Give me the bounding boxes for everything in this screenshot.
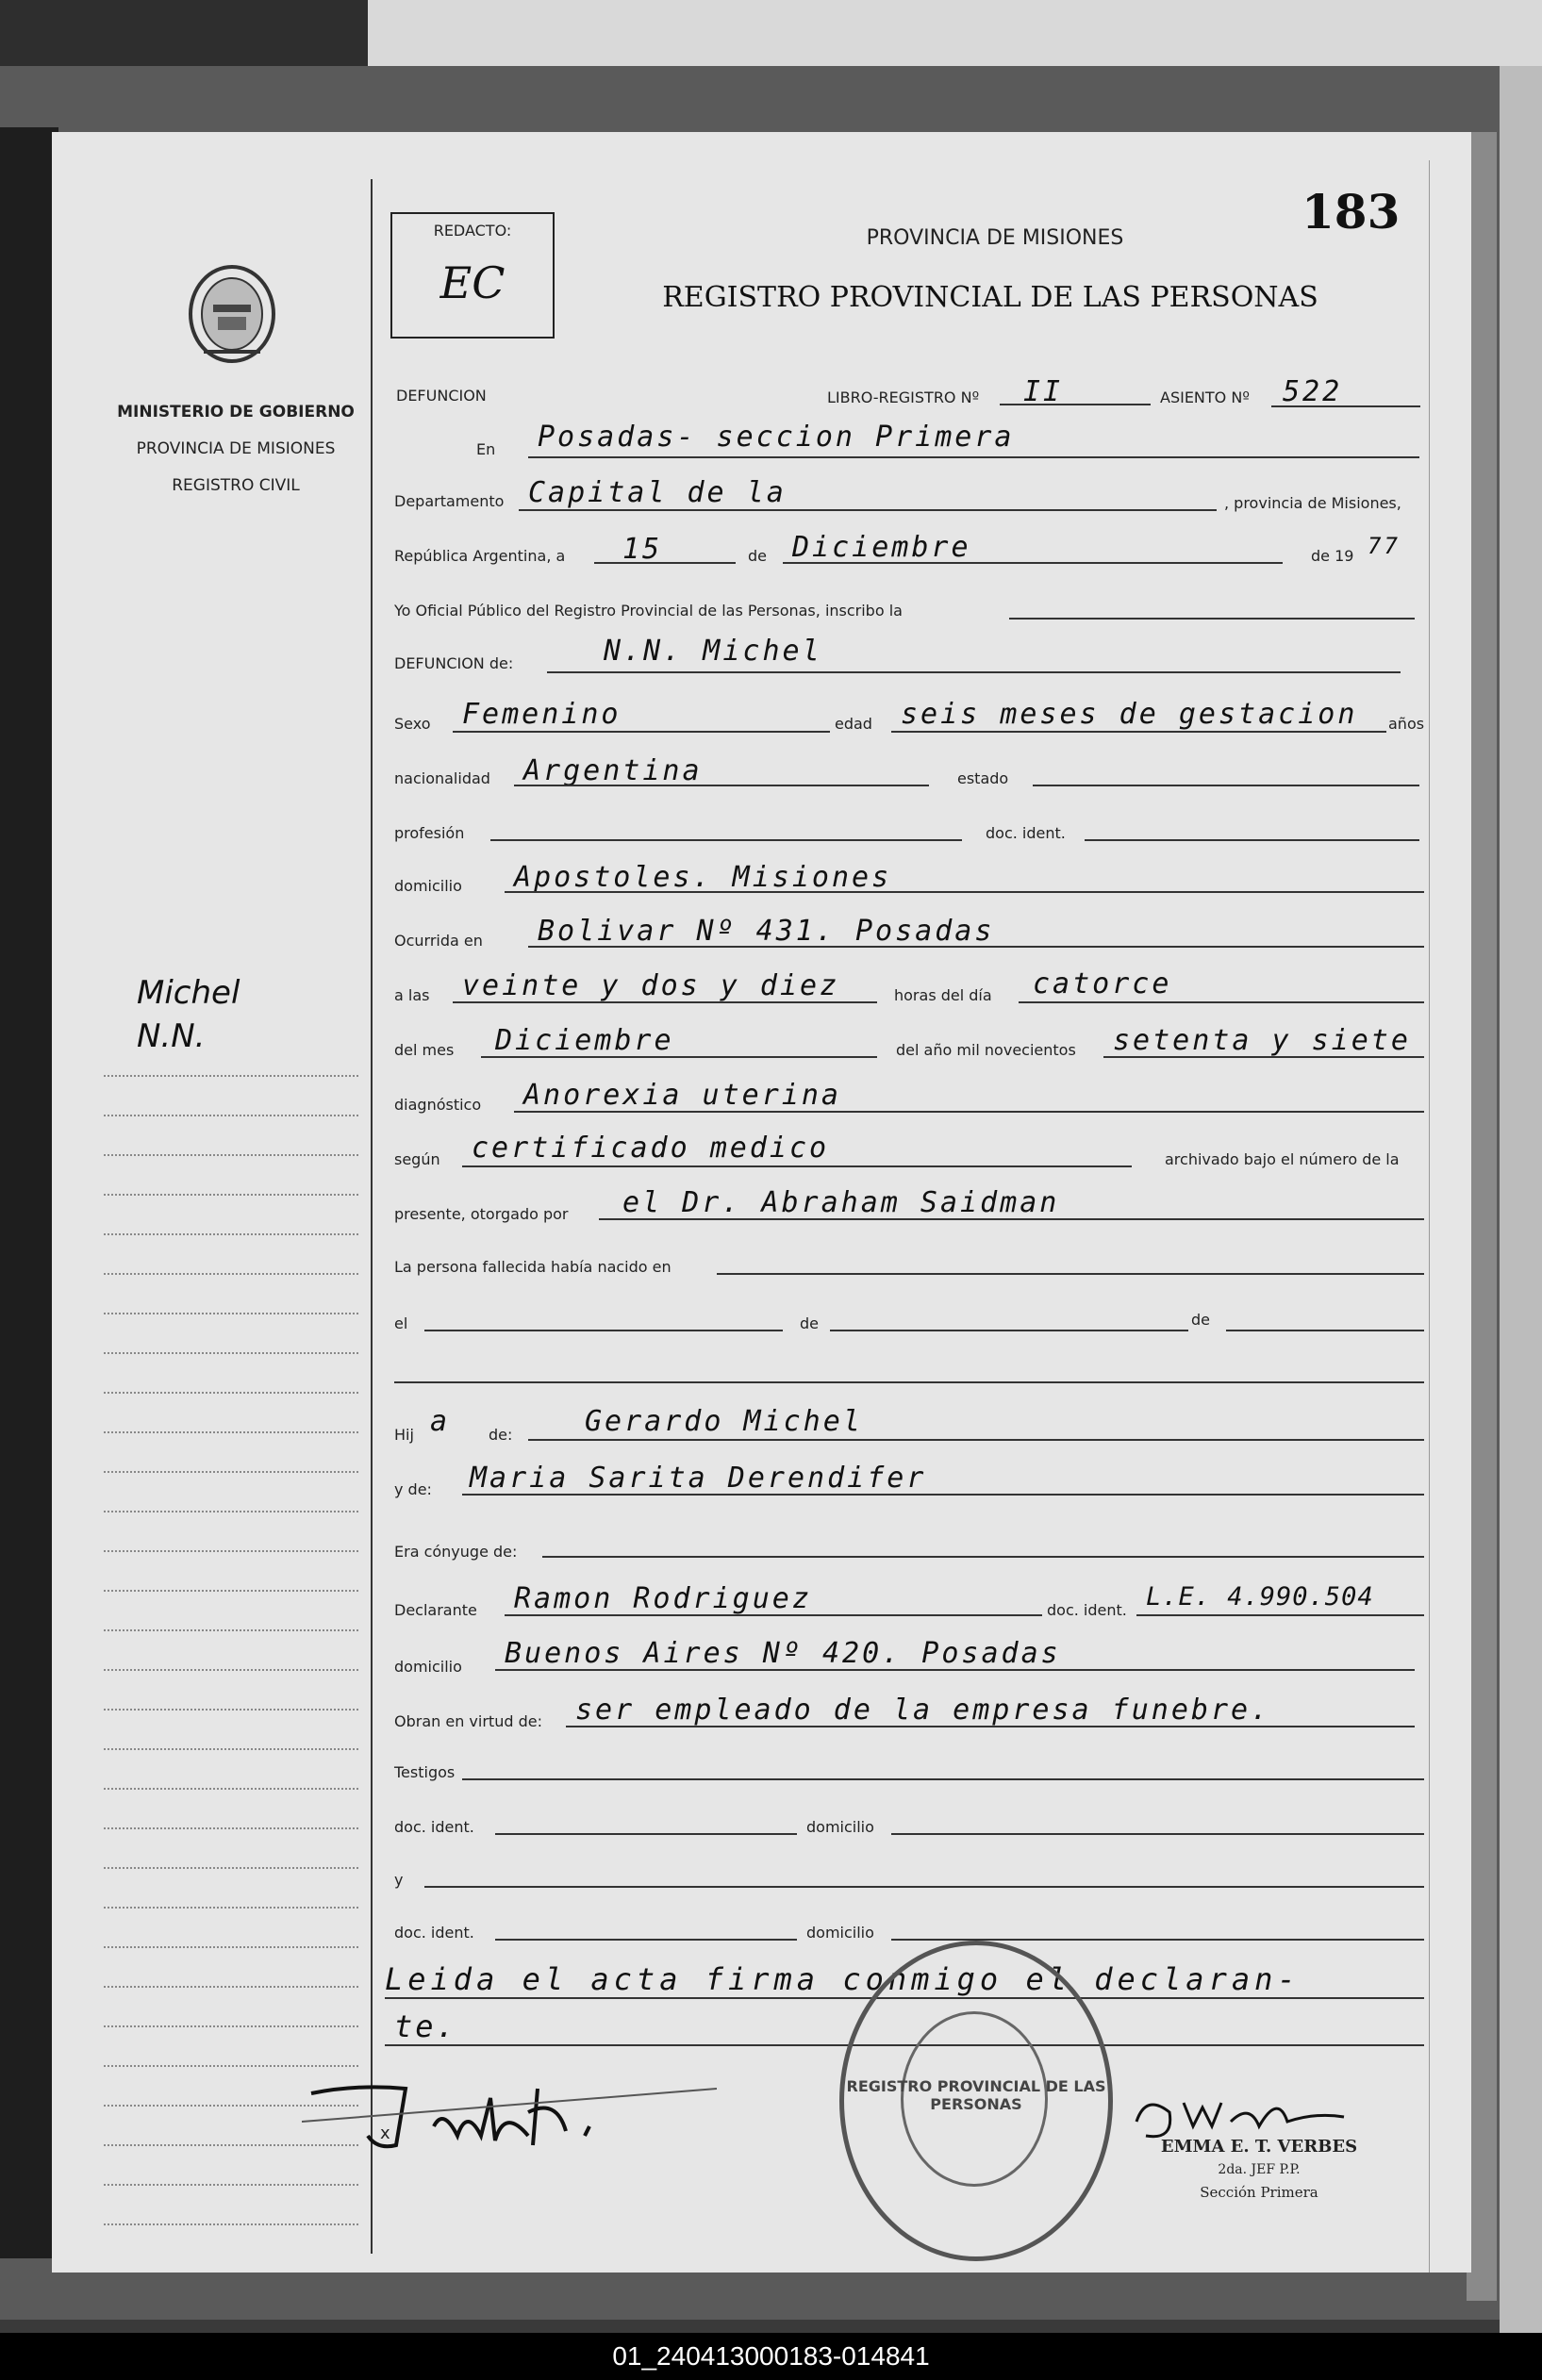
oficial-line <box>1009 618 1415 620</box>
conyuge-label: Era cónyuge de: <box>394 1543 518 1561</box>
nacido-el-label: el <box>394 1314 408 1332</box>
month-value: Diciembre <box>792 531 971 564</box>
nacionalidad-label: nacionalidad <box>394 769 490 787</box>
testigo1-dom-label: domicilio <box>806 1818 874 1836</box>
presente-label: presente, otorgado por <box>394 1205 569 1223</box>
year-value: 77 <box>1368 533 1401 559</box>
en-line <box>528 456 1419 458</box>
date-de-label: de <box>748 547 767 565</box>
registry-title: REGISTRO PROVINCIAL DE LAS PERSONAS <box>662 281 1318 314</box>
archivado-label: archivado bajo el número de la <box>1165 1150 1400 1168</box>
hij-suffix: a <box>430 1405 451 1438</box>
blank-line <box>394 1381 1424 1383</box>
testigo1-dom-line <box>891 1833 1424 1835</box>
departamento-value: Capital de la <box>528 476 787 509</box>
doc-ident-label: doc. ident. <box>986 824 1066 842</box>
nacido-el-line <box>424 1330 783 1331</box>
declarante-line <box>505 1614 1042 1616</box>
testigo2-line <box>424 1886 1424 1888</box>
provincia-suffix: , provincia de Misiones, <box>1224 494 1401 512</box>
background-top-dark <box>0 0 368 75</box>
diagnostico-line <box>514 1111 1424 1113</box>
asiento-value: 522 <box>1283 375 1343 408</box>
official-name: EMMA E. T. VERBES <box>1160 2137 1358 2157</box>
nacido-de-line <box>830 1330 1188 1331</box>
delmes-line <box>481 1056 877 1058</box>
testigo2-dom-label: domicilio <box>806 1924 874 1942</box>
libro-label: LIBRO-REGISTRO Nº <box>827 388 980 406</box>
horas-line <box>1019 1001 1424 1003</box>
closing-line-2: te. <box>394 2008 457 2044</box>
defuncion-de-label: DEFUNCION de: <box>394 654 514 672</box>
estado-label: estado <box>957 769 1009 787</box>
diagnostico-value: Anorexia uterina <box>523 1079 841 1112</box>
coat-of-arms-icon <box>185 262 279 366</box>
asiento-line <box>1271 405 1420 407</box>
defuncion-de-value: N.N. Michel <box>604 635 822 668</box>
y-de-label: y de: <box>394 1480 432 1498</box>
republica-label: República Argentina, a <box>394 547 566 565</box>
seal-text: REGISTRO PROVINCIAL DE LAS PERSONAS <box>846 2077 1106 2113</box>
testigo2-y-label: y <box>394 1871 404 1889</box>
ministry-name: MINISTERIO DE GOBIERNO <box>117 403 355 421</box>
day-value: 15 <box>622 533 663 566</box>
redacto-label: REDACTO: <box>433 222 512 240</box>
testigo2-doc-line <box>495 1939 797 1941</box>
nacido-de2-line <box>1226 1330 1424 1331</box>
domicilio-value: Apostoles. Misiones <box>514 861 892 894</box>
domicilio2-line <box>495 1669 1415 1671</box>
presente-line <box>599 1218 1424 1220</box>
official-role: 2da. JEF P.P. <box>1218 2162 1301 2177</box>
sexo-line <box>453 731 830 733</box>
delmes-value: Diciembre <box>495 1024 674 1057</box>
edad-label: edad <box>835 715 872 733</box>
domicilio2-value: Buenos Aires Nº 420. Posadas <box>505 1637 1061 1670</box>
ministry-civil-registry: REGISTRO CIVIL <box>172 476 300 495</box>
right-margin-line <box>1429 160 1430 2273</box>
alas-label: a las <box>394 986 430 1004</box>
declarante-value: Ramon Rodriguez <box>514 1582 812 1615</box>
libro-line <box>1000 404 1151 405</box>
testigo2-doc-label: doc. ident. <box>394 1924 474 1942</box>
testigo1-doc-label: doc. ident. <box>394 1818 474 1836</box>
month-line <box>783 562 1283 564</box>
margin-note-name: N.N. <box>137 1017 206 1055</box>
day-line <box>594 562 736 564</box>
domicilio-label: domicilio <box>394 877 462 895</box>
margin-note-surname: Michel <box>137 974 240 1012</box>
asiento-label: ASIENTO Nº <box>1160 388 1250 406</box>
doc-ident-line <box>1085 839 1419 841</box>
oficial-text: Yo Oficial Público del Registro Provincial de las Personas, inscribo la <box>394 602 903 620</box>
estado-line <box>1033 785 1419 786</box>
edad-value: seis meses de gestacion <box>901 698 1358 731</box>
declarante-doc-value: L.E. 4.990.504 <box>1146 1582 1374 1611</box>
segun-value: certificado medico <box>472 1132 830 1165</box>
ministry-block <box>94 394 377 504</box>
obran-value: ser empleado de la empresa funebre. <box>575 1694 1271 1727</box>
anio-label: del año mil novecientos <box>896 1041 1076 1059</box>
background-right <box>1500 66 1542 2339</box>
presente-value: el Dr. Abraham Saidman <box>622 1186 1060 1219</box>
horas-label: horas del día <box>894 986 992 1004</box>
official-section: Sección Primera <box>1200 2184 1318 2201</box>
testigos-line <box>462 1778 1424 1780</box>
book-spine <box>0 127 58 2258</box>
ocurrida-label: Ocurrida en <box>394 932 483 950</box>
en-value: Posadas- seccion Primera <box>538 421 1015 454</box>
anio-line <box>1103 1056 1424 1058</box>
domicilio-line <box>505 891 1424 893</box>
nacionalidad-value: Argentina <box>523 754 703 787</box>
alas-value: veinte y dos y diez <box>462 969 840 1002</box>
delmes-label: del mes <box>394 1041 455 1059</box>
departamento-line <box>519 509 1217 511</box>
margin-dotted-lines <box>104 1037 358 2225</box>
year-prefix: de 19 <box>1311 547 1354 565</box>
profesion-line <box>490 839 962 841</box>
ministry-province: PROVINCIA DE MISIONES <box>136 439 336 458</box>
province-title: PROVINCIA DE MISIONES <box>866 226 1124 250</box>
image-id-bar: 01_240413000183-014841 <box>0 2333 1542 2380</box>
testigo1-doc-line <box>495 1833 797 1835</box>
closing-line-1: Leida el acta firma conmigo el declaran- <box>385 1961 1301 1997</box>
obran-line <box>566 1726 1415 1727</box>
alas-line <box>453 1001 877 1003</box>
ocurrida-line <box>528 946 1424 948</box>
madre-value: Maria Sarita Derendifer <box>470 1462 927 1495</box>
official-seal <box>839 1941 1113 2261</box>
diagnostico-label: diagnóstico <box>394 1096 482 1114</box>
page-number: 183 <box>1302 184 1401 240</box>
testigos-label: Testigos <box>394 1763 456 1781</box>
defuncion-heading: DEFUNCION <box>396 387 487 405</box>
padre-line <box>528 1439 1424 1441</box>
padre-value: Gerardo Michel <box>585 1405 863 1438</box>
departamento-label: Departamento <box>394 492 505 510</box>
domicilio2-label: domicilio <box>394 1658 462 1676</box>
declarante-doc-label: doc. ident. <box>1047 1601 1127 1619</box>
nacido-label: La persona fallecida había nacido en <box>394 1258 672 1276</box>
madre-line <box>462 1494 1424 1496</box>
hij-de-label: de: <box>489 1426 513 1444</box>
horas-value: catorce <box>1033 967 1172 1000</box>
nacido-line <box>717 1273 1424 1275</box>
segun-line <box>462 1165 1132 1167</box>
libro-value: II <box>1023 375 1064 408</box>
profesion-label: profesión <box>394 824 465 842</box>
anio-value: setenta y siete <box>1113 1024 1411 1057</box>
redacto-initials: EC <box>439 257 506 308</box>
conyuge-line <box>542 1556 1424 1558</box>
declarante-doc-line <box>1136 1614 1424 1616</box>
en-label: En <box>476 440 496 458</box>
defuncion-de-line <box>547 671 1401 673</box>
declarante-label: Declarante <box>394 1601 477 1619</box>
hij-label: Hij <box>394 1426 414 1444</box>
segun-label: según <box>394 1150 440 1168</box>
declarant-signature <box>302 2070 736 2155</box>
nacionalidad-line <box>514 785 929 786</box>
sexo-label: Sexo <box>394 715 431 733</box>
nacido-de2-label: de <box>1191 1311 1210 1329</box>
redacto-box <box>390 212 555 339</box>
official-stamp-block <box>1127 2136 1391 2204</box>
edad-line <box>891 731 1386 733</box>
obran-label: Obran en virtud de: <box>394 1712 542 1730</box>
anos-label: años <box>1388 715 1425 733</box>
sexo-value: Femenino <box>462 698 622 731</box>
ocurrida-value: Bolivar Nº 431. Posadas <box>538 915 995 948</box>
signature-x-mark: x <box>380 2124 390 2143</box>
nacido-de-label: de <box>800 1314 819 1332</box>
